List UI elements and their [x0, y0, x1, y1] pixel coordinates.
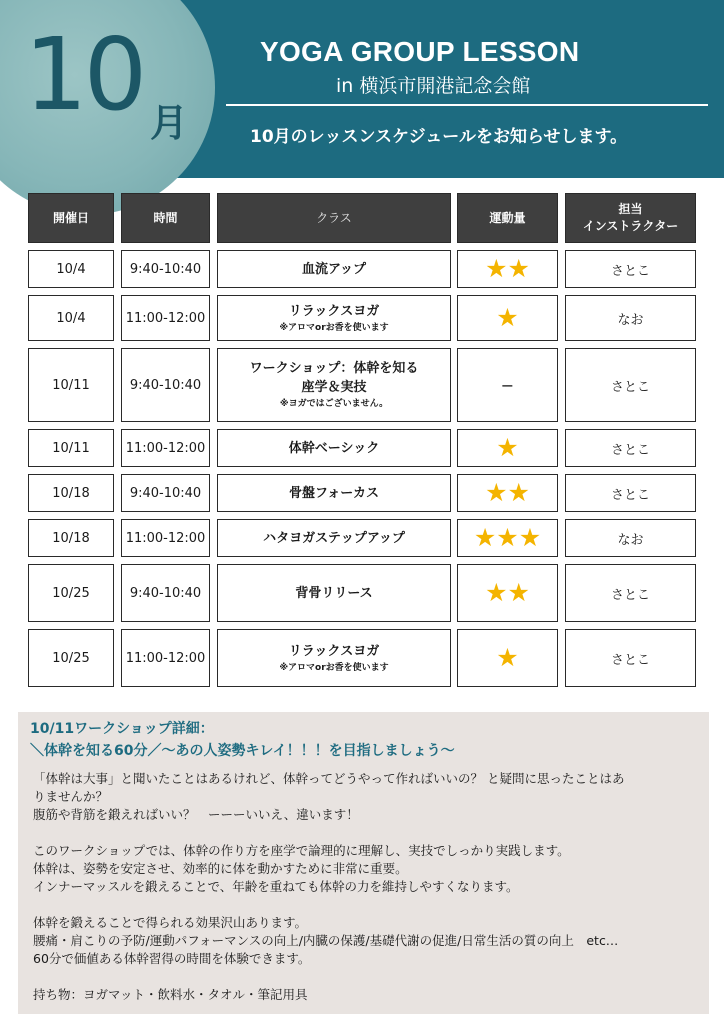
class-name: リラックスヨガ — [288, 643, 380, 659]
workshop-body — [33, 770, 703, 1004]
workshop-panel — [18, 712, 709, 1014]
header-class: クラス — [217, 193, 451, 243]
class-cell — [217, 629, 451, 687]
time-cell: 11:00-12:00 — [121, 519, 210, 557]
workshop-heading-line-1: 10/11ワークショップ詳細： — [30, 721, 214, 737]
date-cell: 10/4 — [28, 250, 114, 288]
date-cell: 10/4 — [28, 295, 114, 341]
workshop-heading — [30, 718, 455, 762]
intensity-cell — [457, 250, 558, 288]
instructor-cell: さとこ — [565, 429, 696, 467]
class-name: 座学＆実技 — [301, 380, 367, 395]
header-intensity: 運動量 — [457, 193, 558, 243]
intensity-cell — [457, 474, 558, 512]
workshop-text-line: 腰痛・肩こりの予防/運動パフォーマンスの向上/内臓の保護/基礎代謝の促進/日常生活の質の向上 etc… — [33, 933, 619, 948]
workshop-text-line: インナーマッスルを鍛えることで、年齢を重ねても体幹の力を維持しやすくなります。 — [33, 879, 519, 894]
class-cell — [217, 429, 451, 467]
instructor-cell: さとこ — [565, 629, 696, 687]
class-name: ワークショップ：体幹を知る — [249, 361, 419, 376]
star-rating-icon: ★★ — [485, 478, 530, 507]
class-note: ※アロマorお香を使います — [279, 662, 389, 673]
class-name: 骨盤フォーカス — [288, 485, 380, 501]
header-instructor: 担当 インストラクター — [565, 193, 696, 243]
class-name: 血流アップ — [301, 261, 367, 277]
workshop-heading-line-2: ＼体幹を知る60分／～あの人姿勢キレイ！！！を目指しましょう～ — [30, 743, 455, 759]
star-rating-icon: ★ — [496, 433, 519, 462]
time-cell: 9:40-10:40 — [121, 474, 210, 512]
instructor-cell: さとこ — [565, 250, 696, 288]
workshop-text-line: 「体幹は大事」と聞いたことはあるけれど、体幹ってどうやって作ればいいの？ と疑問に思ったことはあ — [33, 771, 625, 786]
instructor-cell: なお — [565, 519, 696, 557]
workshop-text-line: 60分で価値ある体幹習得の時間を体験できます。 — [33, 951, 311, 966]
class-cell — [217, 474, 451, 512]
date-cell: 10/18 — [28, 519, 114, 557]
class-name: ハタヨガステップアップ — [263, 530, 405, 546]
workshop-text-line: このワークショップでは、体幹の作り方を座学で論理的に理解し、実技でしっかり実践します。 — [33, 843, 570, 858]
class-name: 体幹ベーシック — [288, 440, 380, 456]
header-divider — [226, 104, 708, 106]
date-cell: 10/25 — [28, 629, 114, 687]
class-cell — [217, 295, 451, 341]
class-note: ※アロマorお香を使います — [279, 322, 389, 333]
star-rating-icon: ★★ — [485, 578, 530, 607]
class-name: 背骨リリース — [295, 585, 373, 601]
workshop-text-line: 体幹は、姿勢を安定させ、効率的に体を動かすために非常に重要。 — [33, 861, 408, 876]
time-cell: 11:00-12:00 — [121, 295, 210, 341]
workshop-text-line: りませんか？ — [33, 789, 109, 804]
intensity-cell — [457, 519, 558, 557]
class-cell — [217, 348, 451, 422]
announcement: 10月のレッスンスケジュールをお知らせします。 — [250, 127, 628, 147]
star-rating-icon: ★ — [496, 303, 519, 332]
instructor-cell: さとこ — [565, 474, 696, 512]
intensity-cell — [457, 348, 558, 422]
star-rating-icon: ★ — [496, 643, 519, 672]
month-number: 10 — [24, 16, 144, 133]
date-cell: 10/11 — [28, 429, 114, 467]
star-rating-icon: ★★ — [485, 254, 530, 283]
time-cell: 11:00-12:00 — [121, 629, 210, 687]
page-title: YOGA GROUP LESSON — [260, 36, 580, 67]
class-note: ※ヨガではございません。 — [279, 399, 389, 409]
intensity-cell — [457, 429, 558, 467]
class-name: リラックスヨガ — [288, 303, 380, 319]
month-unit: 月 — [150, 101, 189, 145]
class-cell — [217, 250, 451, 288]
class-cell — [217, 519, 451, 557]
intensity-cell — [457, 629, 558, 687]
no-rating-dash: − — [500, 375, 515, 395]
time-cell: 11:00-12:00 — [121, 429, 210, 467]
instructor-cell: さとこ — [565, 348, 696, 422]
star-rating-icon: ★★★ — [473, 523, 542, 552]
workshop-text-line: 体幹を鍛えることで得られる効果沢山あります。 — [33, 915, 308, 930]
instructor-cell: さとこ — [565, 564, 696, 622]
intensity-cell — [457, 295, 558, 341]
time-cell: 9:40-10:40 — [121, 564, 210, 622]
date-cell: 10/11 — [28, 348, 114, 422]
venue-subtitle: in 横浜市開港記念会館 — [336, 75, 531, 97]
workshop-text-line: 腹筋や背筋を鍛えればいい？ ーーーいいえ、違います！ — [33, 807, 359, 822]
class-cell — [217, 564, 451, 622]
date-cell: 10/18 — [28, 474, 114, 512]
workshop-text-line: 持ち物：ヨガマット・飲料水・タオル・筆記用具 — [33, 987, 308, 1002]
header-time: 時間 — [121, 193, 210, 243]
time-cell: 9:40-10:40 — [121, 348, 210, 422]
header-date: 開催日 — [28, 193, 114, 243]
time-cell: 9:40-10:40 — [121, 250, 210, 288]
instructor-cell: なお — [565, 295, 696, 341]
intensity-cell — [457, 564, 558, 622]
date-cell: 10/25 — [28, 564, 114, 622]
